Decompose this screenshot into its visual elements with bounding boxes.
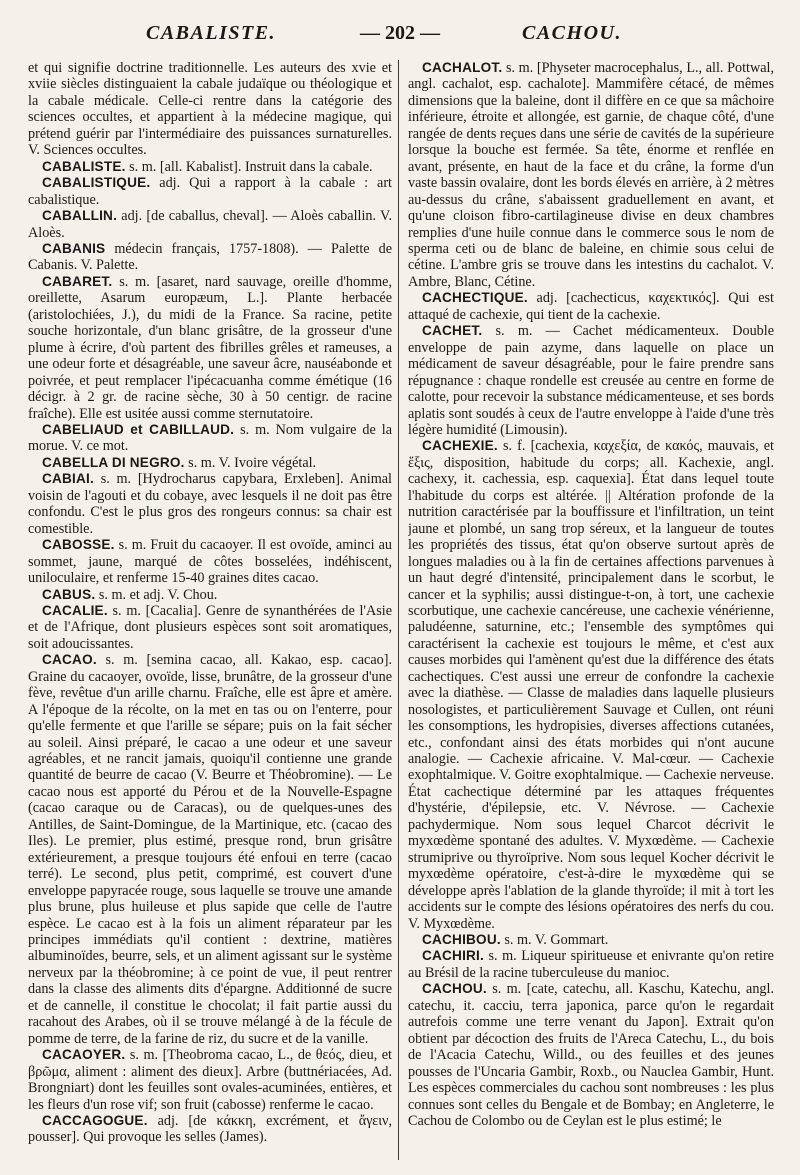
entry-text: s. f. [cachexia, καχεξία, de κακός, mauvais, et ἕξις, disposition, habitude du corps; all. Kachexie, angl. cachexy, it. cachessia, esp. caquexia]. État dans lequel toute l'habitude du corps est altérée. || Altération profonde de la nutrition caractérisée par la bouffissure et l'infiltration, un teint jaune et plombé, un sang trop séreux, et la langueur de toutes les propriétés des tissus, état qu'on observe surtout après de longues maladies ou à la fin de certaines affections parvenues à un haut degré d'intensité, principalement dans le scorbut, le cancer et la syphilis; aussi distingue-t-on, à tort, une cachexie scorbutique, une cachexie cancéreuse, une cachexie vénérienne, paludéenne, saturnine, etc.; l'ensemble des symptômes qui caractérisent la cachexie est toujours le même, et c'est aux causes morbides qui l'amènent qu'est due la différence des états cachectiques. C'est aussi une erreur de confondre la cachexie avec la diathèse. — Classe de maladies dans laquelle plusieurs nosologistes, et particulièrement Sauvage et Cullen, ont réuni les consomptions, les hydropisies, diverses affections cutanées, etc., confondant ainsi des états morbides qui n'ont aucune analogie. — Cachexie africaine. V. Mal-cœur. — Cachexie exophtalmique. V. Goitre exophtalmique. — Cachexie nerveuse. État cachectique déterminé par les attaques fréquentes d'hystérie, d'épilepsie, etc. V. Névrose. — Cachexie pachydermique. Nom sous lequel Charcot décrivit le myxœdème spontané des adultes. V. Myxœdème. — Cachexie strumiprive ou thyroïprive. Nom sous lequel Kocher décrivit le myxœdème opératoire, c'est-à-dire le myxœdème qui se développe après l'ablation de la glande thyroïde; il mit à tort les accidents sur le compte des lésions opératoires des nerfs du cou. V. Myxœdème.: [408, 438, 774, 932]
entry-text: s. m. Liqueur spiritueuse et enivrante qu'on retire au Brésil de la racine tuberculeuse du manioc.: [408, 948, 774, 981]
entry-text: adj. [de κάκκη, excrément, et ἄγειν, pousser]. Qui provoque les selles (James).: [28, 1113, 392, 1146]
entry: [28, 422, 392, 455]
entry: [28, 274, 392, 422]
entry-text: s. m. [Cacalia]. Genre de synanthérées de l'Asie et de l'Afrique, dont plusieurs espèces sont soit aromatiques, soit adoucissantes.: [28, 602, 392, 652]
entry-text: adj. [de caballus, cheval]. — Aloès caballin. V. Aloès.: [28, 208, 392, 241]
entry: [28, 603, 392, 652]
entry-text: s. m. [Hydrocharus capybara, Erxleben]. Animal voisin de l'agouti et du cobaye, avec lesquels il ne doit pas être confondu. C'est le plus gros des rongeurs connus: sa chair est comestible.: [28, 471, 392, 537]
headword: CACHIRI.: [422, 948, 485, 964]
headword: CACHOU.: [422, 981, 487, 997]
page-header: [0, 22, 800, 52]
entry: [408, 323, 774, 438]
entry: [408, 290, 774, 323]
entry: [28, 175, 392, 208]
entry-text: s. m. — Cachet médicamenteux. Double enveloppe de pain azyme, dans laquelle on place un médicament de saveur désagréable, pour le faire prendre sans répugnance : chaque rondelle est creusée au centre en forme de calotte, pour recevoir la substance médicamenteuse, et ses bords aplatis sont soudés à ceux de l'autre enveloppe à l'aide d'une très légère humidité (Limousin).: [408, 323, 774, 438]
entry: [28, 471, 392, 537]
right-column: [408, 60, 774, 1165]
headword: CACHIBOU.: [422, 932, 501, 948]
entry-text: s. m. et adj. V. Chou.: [95, 586, 218, 603]
entry: [408, 932, 774, 948]
headword: CABANIS: [42, 240, 106, 256]
entry-text: adj. Qui a rapport à la cabale : art cabalistique.: [28, 175, 392, 208]
headword: CABARET.: [42, 273, 113, 289]
headword: CACHET.: [422, 323, 483, 339]
entry: [28, 1047, 392, 1113]
headword: CACALIE.: [42, 602, 108, 618]
entry: [408, 981, 774, 1129]
entry-text: s. m. [asaret, nard sauvage, oreille d'homme, oreillette, Asarum europæum, L.]. Plante herbacée (aristolochiées, J.), du midi de la France. Sa racine, petite souche horizontale, d'un blanc grisâtre, de la grosseur d'une plume à écrire, d'où partent des fibrilles grêles et rameuses, a une odeur forte et désagréable, une saveur âcre, nauséabonde et poivrée, et peut remplacer l'ipécacuanha comme émétique (16 décigr. à 2 gr. de racine sèche, 30 à 50 centigr. de racine fraîche). Elle est usitée aussi comme sternutatoire.: [28, 273, 392, 422]
headword: CACHECTIQUE.: [422, 290, 528, 306]
entry: [28, 652, 392, 1047]
entry: [28, 537, 392, 586]
entry-text: s. m. [cate, catechu, all. Kaschu, Katechu, angl. catechu, it. cacciu, terra japonica, parce qu'on le regardait autrefois comme une terre venant du Japon]. Extrait qu'on obtient par décoction des fruits de l'Areca Catechu, L., du bois de l'Acacia Catechu, Willd., ou des feuilles et des jeunes pousses de l'Uncaria Gambir, Roxb., ou Nauclea Gambir, Hunt. Les espèces commerciales du cachou sont nombreuses : les plus connues sont celles du Bengale et de Bombay; en Angleterre, le Cachou de Colombo ou de Ceylan est le plus estimé; le: [408, 981, 774, 1129]
headword: CABELLA DI NEGRO.: [42, 454, 185, 470]
entry: [28, 208, 392, 241]
column-divider: [398, 60, 399, 1160]
header-left-word: CABALISTE.: [146, 22, 277, 44]
headword: CABIAI.: [42, 471, 94, 487]
entry-text: s. m. [Theobroma cacao, L., de θεός, dieu, et βρῶμα, aliment : aliment des dieux]. Arbre (buttnériacées, Ad. Brongniart) dont les feuilles sont ovales-acuminées, entières, et les fleurs d'un rose vif; son fruit (cabosse) renferme le cacao.: [28, 1047, 392, 1113]
entry: [408, 948, 774, 981]
entry-text: s. m. Nom vulgaire de la morue. V. ce mot.: [28, 421, 392, 455]
entry: [28, 60, 392, 159]
entry: [28, 1113, 392, 1146]
entry-text: médecin français, 1757-1808). — Palette de Cabanis. V. Palette.: [28, 240, 392, 274]
page-number: — 202 —: [360, 22, 440, 44]
entry: [408, 438, 774, 932]
headword: CACCAGOGUE.: [42, 1113, 148, 1128]
entry: [408, 60, 774, 290]
headword: CACHEXIE.: [422, 438, 498, 454]
headword: CABOSSE.: [42, 537, 115, 553]
headword: CACAO.: [42, 652, 97, 668]
entry-text: s. m. V. Ivoire végétal.: [184, 454, 317, 471]
entry-text: et qui signifie doctrine traditionnelle. Les auteurs des xvie et xviie siècles distinguaient la cabale judaïque ou théologique et la cabale médicale. Celle-ci rentre dans la catégorie des sciences occultes, et appartient à la médecine magique, qui prétend guérir par l'intermédiaire des puissances surnaturelles. V. Sciences occultes.: [28, 60, 392, 159]
headword: CABALLIN.: [42, 208, 118, 224]
headword: CABALISTE.: [42, 158, 126, 174]
headword: CABUS.: [42, 586, 96, 602]
headword: CACAOYER.: [42, 1047, 126, 1063]
header-right-word: CACHOU.: [522, 22, 622, 44]
headword: CABELIAUD et CABILLAUD.: [42, 421, 235, 437]
entry-text: s. m. Fruit du cacaoyer. Il est ovoïde, aminci au sommet, jaune, marqué de côtes bosselées, indéhiscent, uniloculaire, et renferme 15-40 graines dites cacao.: [28, 537, 392, 587]
entry: [28, 241, 392, 274]
left-column: [28, 60, 392, 1165]
entry: [28, 159, 392, 175]
entry-text: s. m. [semina cacao, all. Kakao, esp. cacao]. Graine du cacaoyer, ovoïde, lisse, brunâtre, de la grosseur d'une fève, revêtue d'un arille charnu. Fraîche, elle est âpre et amère. A l'époque de la récolte, on la met en tas ou on l'enterre, pour qu'elle fermente et que l'arille se sépare; puis on la fait sécher au soleil. Ainsi préparé, le cacao a une odeur et une saveur agréables, et ne rancit jamais, quoiqu'il contienne une grande quantité de beurre de cacao (V. Beurre et Théobromine). — Le cacao nous est apporté du Pérou et de la Nouvelle-Espagne (cacao caraque ou de Caracas), ou de quelques-unes des Antilles, de Saint-Domingue, de la Martinique, etc. (cacao des Iles). Le premier, plus estimé, presque rond, brun grisâtre extérieurement, a presque toujours été enfoui en terre (cacao terré). Le second, plus petit, comprimé, est couvert d'une enveloppe papyracée rouge, sous laquelle se trouve une amande plus brune, plus huileuse et plus sapide que celle de l'autre espèce. Le cacao est à la fois un aliment réparateur par les principes immédiats qu'il contient : dextrine, matières albuminoïdes, beurre, sels, et un aliment agissant sur le système nerveux par la théobromine; à ce point de vue, il peut rentrer dans la classe des aliments dits d'épargne. Additionné de sucre et de cannelle, il constitue le chocolat; il fait partie aussi du racahout des Arabes, où il se trouve mélangé à de la fécule de pomme de terre, de la farine de riz, du sucre et de la vanille.: [28, 652, 392, 1047]
entry: [28, 455, 392, 471]
entry: [28, 587, 392, 603]
headword: CACHALOT.: [422, 60, 503, 75]
entry-text: adj. [cachecticus, καχεκτικός]. Qui est attaqué de cachexie, qui tient de la cachexie.: [408, 290, 774, 323]
entry-text: s. m. V. Gommart.: [500, 932, 609, 949]
entry-text: s. m. [all. Kabalist]. Instruit dans la cabale.: [125, 158, 373, 175]
headword: CABALISTIQUE.: [42, 175, 151, 191]
entry-text: s. m. [Physeter macrocephalus, L., all. Pottwal, angl. cachalot, esp. cachalote]. Mammifère cétacé, de mêmes dimensions que la baleine, dont il diffère en ce que sa mâchoire inférieure, étroite et allongée, est garnie, de chaque côté, d'une rangée de dents reçues dans une série de cavités de la supérieure lorsque la bouche est fermée. Sa tête, énorme et renflée en avant, présente, en haut de la face et du crâne, la forme d'un vaste bassin ovalaire, dont les bords élevés en arrière, à 2 mètres au-dessus du crâne, s'abaissent graduellement en avant, et qu'une cloison fibro-cartilagineuse divise en deux chambres remplies d'une huile connue dans le commerce sous le nom de sperma ceti ou de blanc de baleine, en chimie sous celui de cétine. L'ambre gris se trouve dans les intestins du cachalot. V. Ambre, Blanc, Cétine.: [408, 60, 774, 290]
